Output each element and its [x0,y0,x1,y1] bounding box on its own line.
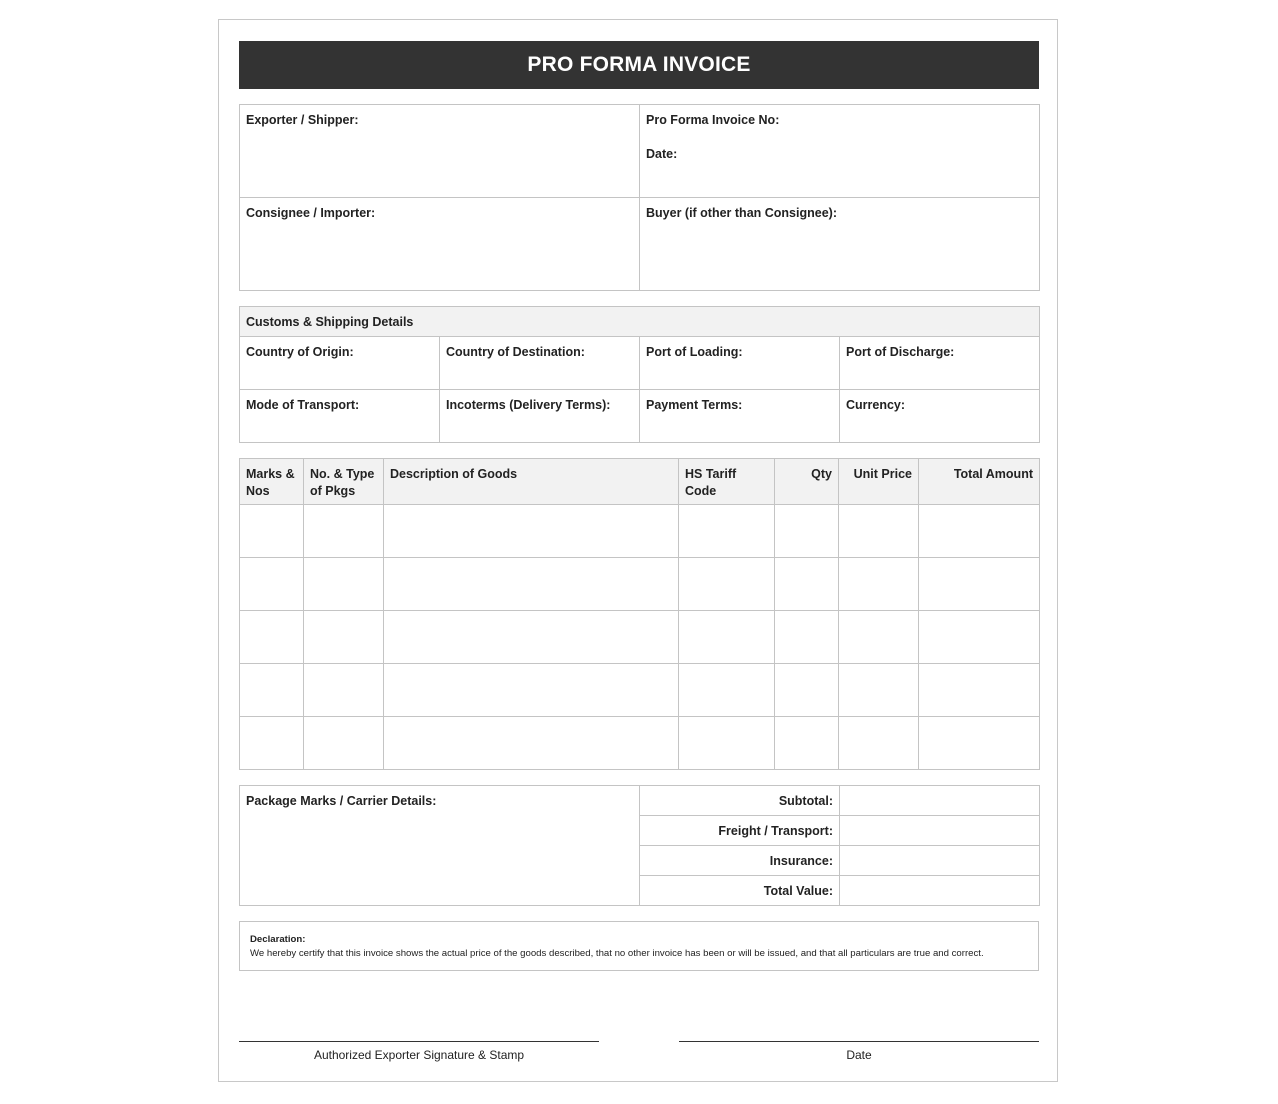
col-marks: Marks & Nos [240,459,304,505]
cell-total-amount[interactable] [919,717,1040,770]
total-value-value[interactable] [840,876,1040,906]
col-unit-price: Unit Price [839,459,919,505]
subtotal-label: Subtotal: [778,794,833,808]
cell-unit-price[interactable] [839,611,919,664]
cell-hs-code[interactable] [679,558,775,611]
cell-packages[interactable] [304,611,384,664]
freight-value[interactable] [840,816,1040,846]
buyer-field[interactable] [640,198,1040,291]
cell-packages[interactable] [304,717,384,770]
cell-marks[interactable] [240,664,304,717]
destination-field[interactable] [440,337,640,390]
cell-qty[interactable] [775,664,839,717]
table-row [240,558,1040,611]
cell-unit-price[interactable] [839,505,919,558]
col-hs-code: HS Tariff Code [679,459,775,505]
buyer-label: Buyer (if other than Consignee): [646,206,837,220]
cell-total-amount[interactable] [919,558,1040,611]
consignee-label: Consignee / Importer: [246,206,376,220]
port-loading-label: Port of Loading: [646,345,743,359]
origin-label: Country of Origin: [246,345,354,359]
currency-label: Currency: [846,398,906,412]
cell-total-amount[interactable] [919,611,1040,664]
invoice-info-field[interactable] [640,105,1040,198]
cell-total-amount[interactable] [919,664,1040,717]
exporter-label: Exporter / Shipper: [246,113,359,127]
incoterms-field[interactable] [440,390,640,443]
insurance-label-cell [640,846,840,876]
parties-table [239,104,1040,291]
cell-hs-code[interactable] [679,611,775,664]
cell-marks[interactable] [240,558,304,611]
cell-qty[interactable] [775,505,839,558]
currency-field[interactable] [840,390,1040,443]
totals-table [239,785,1040,906]
table-row [240,611,1040,664]
cell-description[interactable] [384,664,679,717]
exporter-field[interactable] [240,105,640,198]
freight-label: Freight / Transport: [718,824,833,838]
payment-label: Payment Terms: [646,398,743,412]
subtotal-value[interactable] [840,786,1040,816]
cell-description[interactable] [384,558,679,611]
signature-date-line[interactable] [679,1041,1039,1062]
cell-unit-price[interactable] [839,717,919,770]
col-description: Description of Goods [384,459,679,505]
cell-packages[interactable] [304,558,384,611]
total-value-label-cell [640,876,840,906]
transport-label: Mode of Transport: [246,398,360,412]
customs-table [239,306,1040,443]
cell-unit-price[interactable] [839,664,919,717]
cell-description[interactable] [384,505,679,558]
table-row [240,664,1040,717]
payment-field[interactable] [640,390,840,443]
invoice-page [218,19,1058,1082]
incoterms-label: Incoterms (Delivery Terms): [446,398,611,412]
cell-total-amount[interactable] [919,505,1040,558]
table-row [240,717,1040,770]
total-value-label: Total Value: [763,884,833,898]
goods-header-row [240,459,1040,505]
customs-heading: Customs & Shipping Details [246,315,414,329]
port-discharge-label: Port of Discharge: [846,345,955,359]
goods-table [239,458,1040,770]
cell-packages[interactable] [304,664,384,717]
cell-marks[interactable] [240,505,304,558]
cell-unit-price[interactable] [839,558,919,611]
cell-qty[interactable] [775,717,839,770]
declaration-text: We hereby certify that this invoice shows the actual price of the goods described, that no other invoice has been or will be issued, and that all particulars are true and correct. [250,948,984,959]
cell-hs-code[interactable] [679,717,775,770]
cell-marks[interactable] [240,717,304,770]
col-qty: Qty [775,459,839,505]
consignee-field[interactable] [240,198,640,291]
date-label: Date: [646,147,678,161]
exporter-signature-label: Authorized Exporter Signature & Stamp [313,1048,525,1062]
insurance-label: Insurance: [769,854,833,868]
insurance-value[interactable] [840,846,1040,876]
cell-qty[interactable] [775,558,839,611]
cell-description[interactable] [384,611,679,664]
port-loading-field[interactable] [640,337,840,390]
signature-date-label: Date [846,1048,872,1062]
customs-section-header [240,307,1040,337]
port-discharge-field[interactable] [840,337,1040,390]
cell-packages[interactable] [304,505,384,558]
origin-field[interactable] [240,337,440,390]
declaration-box [239,921,1039,971]
cell-hs-code[interactable] [679,664,775,717]
destination-label: Country of Destination: [446,345,585,359]
cell-hs-code[interactable] [679,505,775,558]
cell-marks[interactable] [240,611,304,664]
table-row [240,505,1040,558]
page-title: PRO FORMA INVOICE [239,41,1039,89]
invoice-no-label: Pro Forma Invoice No: [646,113,780,127]
cell-description[interactable] [384,717,679,770]
transport-field[interactable] [240,390,440,443]
col-packages: No. & Type of Pkgs [304,459,384,505]
subtotal-label-cell [640,786,840,816]
cell-qty[interactable] [775,611,839,664]
package-marks-label: Package Marks / Carrier Details: [246,794,437,808]
freight-label-cell [640,816,840,846]
declaration-title: Declaration: [250,934,306,945]
exporter-signature-line[interactable] [239,1041,599,1062]
package-marks-field[interactable] [240,786,640,906]
col-total-amount: Total Amount [919,459,1040,505]
